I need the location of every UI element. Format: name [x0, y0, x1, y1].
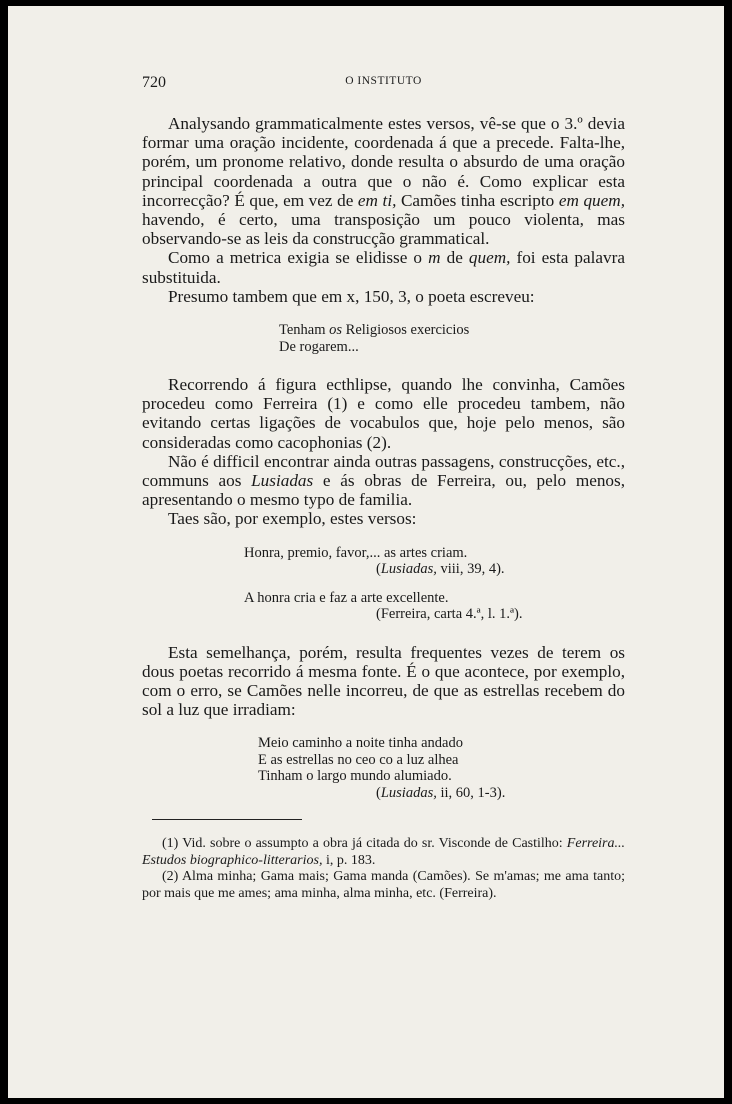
paragraph-2 [142, 248, 625, 286]
footnote-divider [152, 819, 302, 820]
text-run: de [440, 248, 469, 268]
verse-quote-3 [142, 590, 625, 623]
italic-run: em quem, [558, 190, 625, 210]
footnotes [142, 836, 625, 902]
paragraph-7: Esta semelhança, porém, resulta frequentes vezes de terem os dous poetas recorrido á mesma fonte. É o que acontece, por exemplo, com o erro, se Camões nelle incorreu, de que as estrellas recebem do sol a luz que irradiam: [142, 642, 625, 720]
text-run: ( [376, 561, 381, 578]
text-run: Não é difficil encontrar ainda outras passagens, construcções, etc., communs aos [142, 451, 625, 491]
italic-run: em ti, [357, 190, 397, 210]
verse-quote-1 [142, 322, 625, 355]
italic-run: quem, [468, 248, 511, 268]
verse-citation: (Ferreira, carta 4.ª, l. 1.ª). [376, 606, 523, 623]
verse-line [279, 322, 625, 339]
running-title: O INSTITUTO [345, 75, 422, 87]
verse-line: De rogarem... [279, 338, 359, 355]
italic-run: m [428, 248, 441, 268]
paragraph-3: Presumo tambem que em x, 150, 3, o poeta escreveu: [168, 286, 535, 306]
verse-line: A honra cria e faz a arte excellente. [244, 589, 449, 606]
italic-run: Ferreira... Estudos biographico-litterarios, [142, 836, 625, 868]
text-run: e ás obras de Ferreira, ou, pelo menos, apresentando o mesmo typo de familia. [142, 471, 625, 510]
page-number: 720 [142, 74, 166, 91]
footnote-2: (2) Alma minha; Gama mais; Gama manda (Camões). Se m'amas; me ama tanto; por mais que me ames; ama minha, alma minha, etc. (Ferreira). [142, 869, 625, 901]
book-page [8, 6, 724, 1098]
text-run: Tenham [279, 322, 330, 339]
text-run: ( [376, 784, 381, 801]
italic-run: Lusiadas, [380, 561, 437, 578]
paragraph-4: Recorrendo á figura ecthlipse, quando lhe convinha, Camões procedeu como Ferreira (1) e como elle procedeu tambem, não evitando certas ligações de vocabulos que, hoje pelo menos, são consideradas como cacophonias (2). [142, 375, 625, 452]
italic-run: Lusiadas, [380, 784, 437, 801]
italic-run: Lusiadas [251, 471, 314, 491]
text-run: viii, 39, 4). [436, 561, 505, 578]
text-run: Como a metrica exigia se elidisse o [168, 248, 429, 268]
italic-run: os [329, 322, 343, 339]
page-header [142, 74, 625, 94]
text-run: Religiosos exercicios [342, 322, 470, 339]
text-run: foi esta palavra substituida. [142, 248, 626, 287]
text-run: (1) Vid. sobre o assumpto a obra já citada do sr. Visconde de Castilho: [162, 836, 567, 852]
text-run: Analysando grammaticalmente estes versos, vê-se que o 3.º devia formar uma oração incidente, coordenada á que a precede. Falta-lhe, porém, um pronome relativo, donde resulta o absurdo de uma oração principal coordenada a outra que o não é. Como explicar esta incorrecção? É que, em vez de [142, 114, 625, 210]
footnote-1 [142, 836, 625, 869]
verse-citation [244, 561, 625, 578]
verse-line: Tinham o largo mundo alumiado. [258, 768, 452, 785]
paragraph-5 [142, 452, 625, 510]
text-run: havendo, é certo, uma transposição um pouco violenta, mas observando-se as leis da construcção grammatical. [142, 210, 625, 249]
text-run: ii, 60, 1-3). [436, 784, 506, 801]
verse-line: Meio caminho a noite tinha andado [258, 735, 463, 752]
verse-line: E as estrellas no ceo co a luz alhea [258, 751, 459, 768]
verse-quote-2 [142, 545, 625, 578]
text-run: Camões tinha escripto [396, 190, 559, 210]
paragraph-1 [142, 114, 625, 248]
verse-citation [258, 785, 625, 802]
paragraph-6: Taes são, por exemplo, estes versos: [168, 509, 417, 529]
verse-quote-4 [142, 735, 625, 801]
text-run: i, p. 183. [322, 852, 376, 868]
main-text [142, 114, 625, 902]
verse-line: Honra, premio, favor,... as artes criam. [244, 544, 468, 561]
